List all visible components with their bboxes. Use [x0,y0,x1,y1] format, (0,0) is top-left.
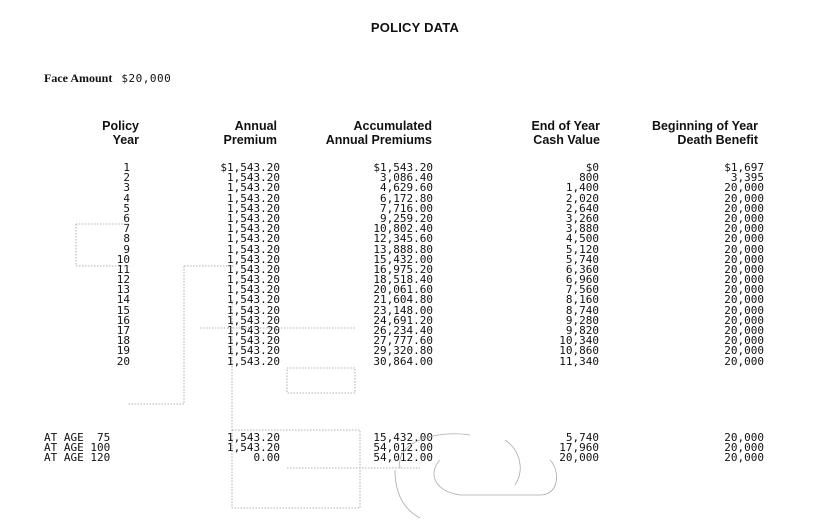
policy-year-cell: 12 [116,273,130,287]
header-death-benefit [630,119,758,147]
annual-premium-cell: 1,543.20 [227,344,280,358]
accumulated-premiums-cell: 13,888.80 [373,242,433,256]
age-premium-cell: 1,543.20 [227,431,280,444]
cash-value-cell: 6,960 [565,273,599,287]
age-premium-cell: 0.00 [253,451,280,465]
death-benefit-cell: 20,000 [724,313,764,327]
accumulated-premiums-cell: 16,975.20 [373,262,433,276]
header-annual-premium-line1: Annual [234,119,277,133]
age-cash-value-cell: 5,740 [565,431,599,444]
policy-year-cell: 7 [123,222,130,236]
death-benefit-cell: 20,000 [724,334,764,348]
cash-value-cell: 3,260 [565,211,599,225]
accumulated-premiums-cell: 27,777.60 [373,334,433,348]
cash-value-cell: 3,880 [565,222,599,236]
cash-value-cell: 9,820 [565,324,599,337]
cash-value-cell: 5,120 [565,242,599,256]
policy-year-cell: 16 [116,313,130,327]
annual-premium-cell: 1,543.20 [227,232,280,246]
age-premium-cell: 1,543.20 [227,441,280,455]
accumulated-premiums-cell: 12,345.60 [373,232,433,246]
accumulated-premiums-cell: 29,320.80 [373,344,433,358]
death-benefit-cell: 20,000 [724,181,764,195]
policy-year-cell: 5 [123,201,130,215]
accumulated-premiums-cell: 24,691.20 [373,313,433,327]
cash-value-cell: 6,360 [565,262,599,276]
age-label-cell: AT AGE 100 [44,441,111,455]
death-benefit-cell: 20,000 [724,262,764,276]
header-death-benefit-line1: Beginning of Year [651,119,758,133]
header-death-benefit-line2: Death Benefit [677,133,758,147]
accumulated-premiums-cell: 4,629.60 [380,181,433,195]
death-benefit-cell: 20,000 [724,242,764,256]
annual-premium-cell: 1,543.20 [227,242,280,256]
annual-premium-cell: 1,543.20 [227,222,280,236]
column-age-premium [190,433,280,464]
annual-premium-cell: 1,543.20 [227,211,280,225]
age-label-cell: AT AGE 120 [44,451,111,465]
header-accumulated-line1: Accumulated [353,119,432,133]
death-benefit-cell: 20,000 [724,303,764,317]
death-benefit-cell: 20,000 [724,201,764,215]
cash-value-cell: 8,740 [565,303,599,317]
policy-year-cell: 3 [123,181,130,195]
age-death-benefit-cell: 20,000 [724,451,764,465]
face-amount-label: Face Amount [44,71,113,85]
annual-premium-cell: 1,543.20 [227,293,280,307]
death-benefit-cell: 20,000 [724,252,764,266]
accumulated-premiums-cell: 15,432.00 [373,252,433,266]
age-accumulated-cell: 15,432.00 [373,431,433,444]
death-benefit-cell: 20,000 [724,273,764,287]
policy-year-cell: 4 [123,191,130,205]
cash-value-cell: 2,020 [565,191,599,205]
column-age-label [44,433,144,464]
annual-premium-cell: 1,543.20 [227,201,280,215]
header-policy-year-line1: Policy [102,119,139,133]
policy-year-cell: 10 [116,252,130,266]
cash-value-cell: 2,640 [565,201,599,215]
face-amount [44,71,171,86]
policy-year-cell: 9 [123,242,130,256]
cash-value-cell: 10,340 [559,334,599,348]
column-age-death [690,433,764,464]
header-annual-premium-line2: Premium [223,133,277,147]
annual-premium-cell: 1,543.20 [227,324,280,337]
accumulated-premiums-cell: 18,518.40 [373,273,433,287]
accumulated-premiums-cell: $1,543.20 [373,161,433,174]
death-benefit-cell: 20,000 [724,293,764,307]
death-benefit-cell: 20,000 [724,354,764,368]
death-benefit-cell: 20,000 [724,232,764,246]
policy-year-cell: 14 [116,293,130,307]
annual-premium-cell: 1,543.20 [227,283,280,297]
annual-premium-cell: 1,543.20 [227,354,280,368]
cash-value-cell: 11,340 [559,354,599,368]
policy-year-cell: 18 [116,334,130,348]
annual-premium-cell: 1,543.20 [227,334,280,348]
column-policy-year [100,163,130,367]
header-accumulated [305,119,432,147]
accumulated-premiums-cell: 20,061.60 [373,283,433,297]
accumulated-premiums-cell: 21,604.80 [373,293,433,307]
age-death-benefit-cell: 20,000 [724,441,764,455]
cash-value-cell: 4,500 [565,232,599,246]
death-benefit-cell: $1,697 [724,161,764,174]
column-death-benefit [690,163,764,367]
cash-value-cell: 9,280 [565,313,599,327]
annual-premium-cell: $1,543.20 [220,161,280,174]
column-age-accum [340,433,433,464]
header-cash-value [510,119,600,147]
policy-year-cell: 20 [116,354,130,368]
policy-year-cell: 2 [123,171,130,185]
annual-premium-cell: 1,543.20 [227,171,280,185]
column-accumulated [340,163,433,367]
column-cash-value [530,163,599,367]
cash-value-cell: 8,160 [565,293,599,307]
death-benefit-cell: 20,000 [724,222,764,236]
page-title: POLICY DATA [370,20,460,35]
cash-value-cell: $0 [585,161,599,174]
cash-value-cell: 1,400 [565,181,599,195]
annual-premium-cell: 1,543.20 [227,273,280,287]
accumulated-premiums-cell: 10,802.40 [373,222,433,236]
cash-value-cell: 7,560 [565,283,599,297]
cash-value-cell: 800 [579,171,599,185]
death-benefit-cell: 20,000 [724,191,764,205]
header-policy-year [95,119,139,147]
column-annual-premium [190,163,280,367]
header-accumulated-line2: Annual Premiums [325,133,432,147]
death-benefit-cell: 3,395 [730,171,764,185]
cash-value-cell: 10,860 [559,344,599,358]
death-benefit-cell: 20,000 [724,324,764,337]
cash-value-cell: 5,740 [565,252,599,266]
death-benefit-cell: 20,000 [724,211,764,225]
policy-year-cell: 13 [116,283,130,297]
annual-premium-cell: 1,543.20 [227,252,280,266]
header-annual-premium [205,119,277,147]
annual-premium-cell: 1,543.20 [227,313,280,327]
annual-premium-cell: 1,543.20 [227,191,280,205]
death-benefit-cell: 20,000 [724,344,764,358]
policy-year-cell: 17 [116,324,130,337]
accumulated-premiums-cell: 26,234.40 [373,324,433,337]
policy-year-cell: 1 [123,161,130,174]
annual-premium-cell: 1,543.20 [227,303,280,317]
policy-year-cell: 8 [123,232,130,246]
header-cash-value-line1: End of Year [531,119,600,133]
accumulated-premiums-cell: 3,086.40 [380,171,433,185]
age-accumulated-cell: 54,012.00 [373,441,433,455]
accumulated-premiums-cell: 9,259.20 [380,211,433,225]
policy-year-cell: 15 [116,303,130,317]
death-benefit-cell: 20,000 [724,283,764,297]
age-cash-value-cell: 17,960 [559,441,599,455]
policy-year-cell: 19 [116,344,130,358]
face-amount-value: $20,000 [121,72,172,85]
policy-year-cell: 11 [116,262,130,276]
age-accumulated-cell: 54,012.00 [373,451,433,465]
header-policy-year-line2: Year [112,133,139,147]
accumulated-premiums-cell: 7,716.00 [380,201,433,215]
annual-premium-cell: 1,543.20 [227,262,280,276]
policy-year-cell: 6 [123,211,130,225]
age-label-cell: AT AGE 75 [44,431,111,444]
age-death-benefit-cell: 20,000 [724,431,764,444]
accumulated-premiums-cell: 6,172.80 [380,191,433,205]
column-age-cash [530,433,599,464]
age-cash-value-cell: 20,000 [559,451,599,465]
header-cash-value-line2: Cash Value [533,133,600,147]
accumulated-premiums-cell: 30,864.00 [373,354,433,368]
accumulated-premiums-cell: 23,148.00 [373,303,433,317]
annual-premium-cell: 1,543.20 [227,181,280,195]
